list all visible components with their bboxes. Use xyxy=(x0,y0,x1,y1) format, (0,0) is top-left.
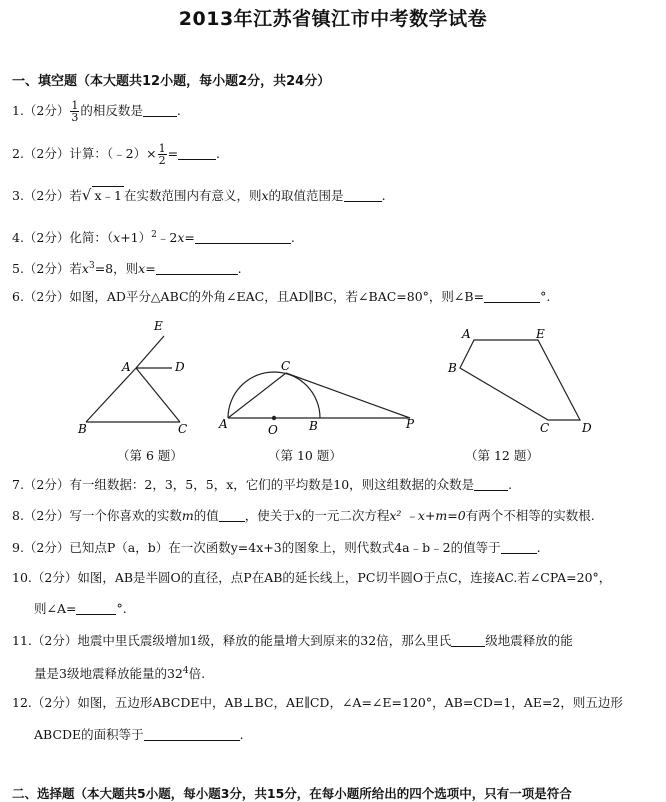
question-4: 4.（2分）化简：$(x+1)^2﹣2x=$ . xyxy=(12,230,295,246)
q7-answer-blank[interactable] xyxy=(474,477,508,491)
page-title: 2013年江苏省镇江市中考数学试卷 xyxy=(178,8,488,30)
q2-answer-blank[interactable] xyxy=(178,146,216,160)
question-10-line-2: 则∠A= °. xyxy=(34,601,127,616)
fig12-label-d: D xyxy=(582,421,592,435)
fig6-caption: （第 6 题） xyxy=(117,448,183,463)
q11-answer-blank[interactable] xyxy=(451,633,485,647)
q2-fraction: $\frac{1}{2}$ xyxy=(158,142,166,167)
q8-answer-blank[interactable] xyxy=(219,508,245,522)
question-11-line-2: 量是3级地震释放能量的$32^4$倍. xyxy=(34,666,206,682)
section-heading-choice: 二、选择题（本大题共5小题，每小题3分，共15分，在每小题所给出的四个选项中，只有一项是符合 xyxy=(12,786,572,801)
question-11-line-1: 11.（2分）地震中里氏震级增加1级，释放的能量增大到原来的32倍，那么里氏 级地震释放的能 xyxy=(12,633,573,648)
q5-answer-blank[interactable] xyxy=(156,261,238,275)
figure-6-triangle xyxy=(72,316,202,438)
section-heading-fill-in: 一、填空题（本大题共12小题，每小题2分，共24分） xyxy=(12,74,331,89)
q3-answer-blank[interactable] xyxy=(344,188,382,202)
q1-fraction: $\frac{1}{3}$ xyxy=(71,99,79,124)
q12-answer-blank[interactable] xyxy=(144,727,240,741)
fig12-label-b: B xyxy=(448,361,457,375)
q1-answer-blank[interactable] xyxy=(143,103,177,117)
question-3: 3.（2分）若√ x﹣1 在实数范围内有意义，则x的取值范围是 . xyxy=(12,186,386,204)
question-1: 1.（2分） $\frac{1}{3}$ 的相反数是 . xyxy=(12,99,181,124)
q9-answer-blank[interactable] xyxy=(501,540,537,554)
q6-answer-blank[interactable] xyxy=(484,289,540,303)
fig6-label-b: B xyxy=(78,422,87,436)
fig12-label-a: A xyxy=(462,327,471,341)
question-10-line-1: 10.（2分）如图，AB是半圆O的直径，点P在AB的延长线上，PC切半圆O于点C，连接AC.若∠CPA=20°， xyxy=(12,570,612,585)
question-12-line-1: 12.（2分）如图，五边形ABCDE中，AB⊥BC，AE∥CD，∠A=∠E=120°，AB=CD=1，AE=2，则五边形 xyxy=(12,695,623,710)
fig12-caption: （第 12 题） xyxy=(465,448,539,463)
q1-text: 的相反数是 xyxy=(80,103,143,118)
question-5: 5.（2分）若$x^3=8$，则x= . xyxy=(12,261,242,277)
sqrt-icon: √ xyxy=(81,186,92,204)
fig6-label-d: D xyxy=(175,360,185,374)
fig6-label-c: C xyxy=(178,422,188,436)
fig10-caption: （第 10 题） xyxy=(268,448,342,463)
question-8: 8.（2分）写一个你喜欢的实数m的值 ，使关于x的一元二次方程x² ﹣x+m=0有两个不相等的实数根. xyxy=(12,508,595,523)
figure-12-pentagon xyxy=(444,322,594,438)
fig10-label-a: A xyxy=(219,417,228,431)
q2-prefix: 2.（2分）计算：（﹣2）× xyxy=(12,146,157,161)
q10-answer-blank[interactable] xyxy=(76,601,116,615)
question-12-line-2: ABCDE的面积等于 . xyxy=(34,727,244,742)
fig12-label-e: E xyxy=(536,327,545,341)
fig6-label-e: E xyxy=(154,319,163,333)
q1-prefix: 1.（2分） xyxy=(12,103,70,118)
question-9: 9.（2分）已知点P（a，b）在一次函数y=4x+3的图象上，则代数式4a﹣b﹣2的值等于 . xyxy=(12,540,541,555)
question-7: 7.（2分）有一组数据：2，3，5，5，x，它们的平均数是10，则这组数据的众数是 . xyxy=(12,477,513,492)
question-2: 2.（2分）计算：（﹣2）× $\frac{1}{2}$ = . xyxy=(12,142,221,167)
fig10-label-o: O xyxy=(268,423,278,437)
q4-answer-blank[interactable] xyxy=(195,230,291,244)
fig6-label-a: A xyxy=(122,360,131,374)
fig12-label-c: C xyxy=(540,421,550,435)
q3-radicand: x﹣1 xyxy=(94,188,122,203)
fig10-label-c: C xyxy=(281,359,291,373)
figure-10-semicircle xyxy=(214,356,424,438)
fig10-label-b: B xyxy=(309,419,318,433)
question-6: 6.（2分）如图，AD平分△ABC的外角∠EAC，且AD∥BC，若∠BAC=80°，则∠B= °. xyxy=(12,289,551,304)
fig10-label-p: P xyxy=(406,417,415,431)
